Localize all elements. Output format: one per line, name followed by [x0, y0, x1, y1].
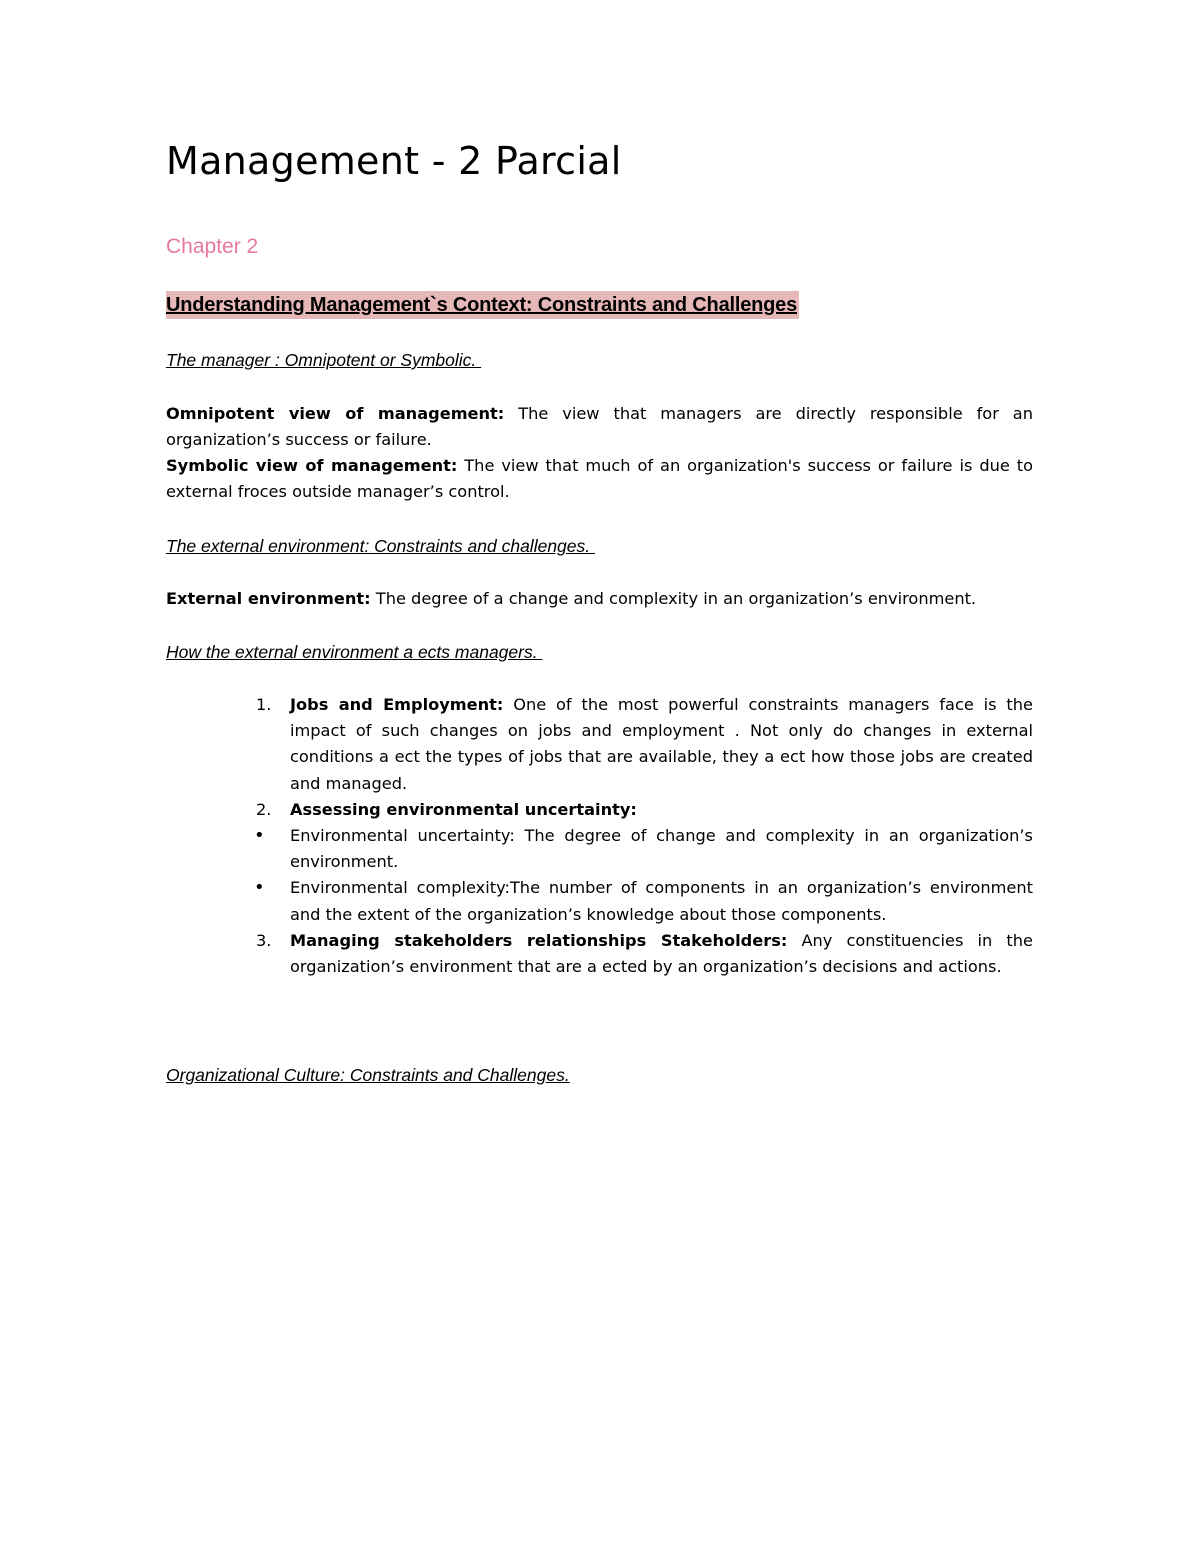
list-item — [244, 797, 1033, 823]
bullet-icon: • — [254, 825, 265, 847]
bullet-icon: • — [254, 877, 265, 899]
subheading-manager: The manager : Omnipotent or Symbolic. — [166, 350, 482, 370]
list-item — [244, 875, 1033, 927]
paragraph-external — [166, 586, 1033, 612]
list-item — [244, 928, 1033, 980]
definition-symbolic: The view that much of an organization's success or failure is due to external froces outside manager’s control. — [166, 456, 1034, 501]
list-item-term: Jobs and Employment: — [290, 695, 504, 714]
term-external: External environment: — [166, 589, 371, 608]
subheading-organizational-culture: Organizational Culture: Constraints and Challenges. — [166, 1065, 570, 1085]
list-marker: 1. — [256, 695, 272, 714]
definition-external: The degree of a change and complexity in an organization’s environment. — [370, 589, 977, 608]
list-item-text: Environmental uncertainty: The degree of change and complexity in an organization’s environment. — [290, 826, 1033, 872]
list-marker: 2. — [256, 799, 272, 819]
paragraph-symbolic — [166, 453, 1033, 505]
definition-omnipotent: The view that managers are directly responsible for an organization’s success or failure. — [166, 404, 1033, 449]
section-title: Understanding Management`s Context: Constraints and Challenges — [166, 291, 799, 319]
environment-list — [244, 692, 1033, 980]
list-item-term: Managing stakeholders relationships Stakeholders: — [290, 930, 788, 950]
list-item-term: Assessing environmental uncertainty: — [290, 799, 637, 819]
chapter-heading: Chapter 2 — [166, 235, 259, 258]
list-item-text: One of the most powerful constraints managers face is the impact of such changes on jobs and employment . Not only do changes in external conditions a ect the types of jobs that are available, they a ect how those jobs are created and managed. — [290, 695, 1033, 793]
paragraph-omnipotent — [166, 401, 1033, 453]
term-omnipotent: Omnipotent view of management: — [166, 404, 505, 423]
list-item-text: Environmental complexity:The number of components in an organization’s environment and the extent of the organization’s knowledge about those components. — [290, 878, 1033, 924]
subheading-how-affects: How the external environment a ects managers. — [166, 642, 543, 662]
list-item — [244, 823, 1033, 875]
subheading-external-environment: The external environment: Constraints and challenges. — [166, 536, 595, 556]
document-title: Management - 2 Parcial — [166, 139, 622, 183]
list-item-text: Any constituencies in the organization’s environment that are a ected by an organization’s decisions and actions. — [290, 930, 1033, 977]
term-symbolic: Symbolic view of management: — [166, 456, 458, 475]
list-marker: 3. — [256, 930, 272, 950]
list-item — [244, 692, 1033, 797]
